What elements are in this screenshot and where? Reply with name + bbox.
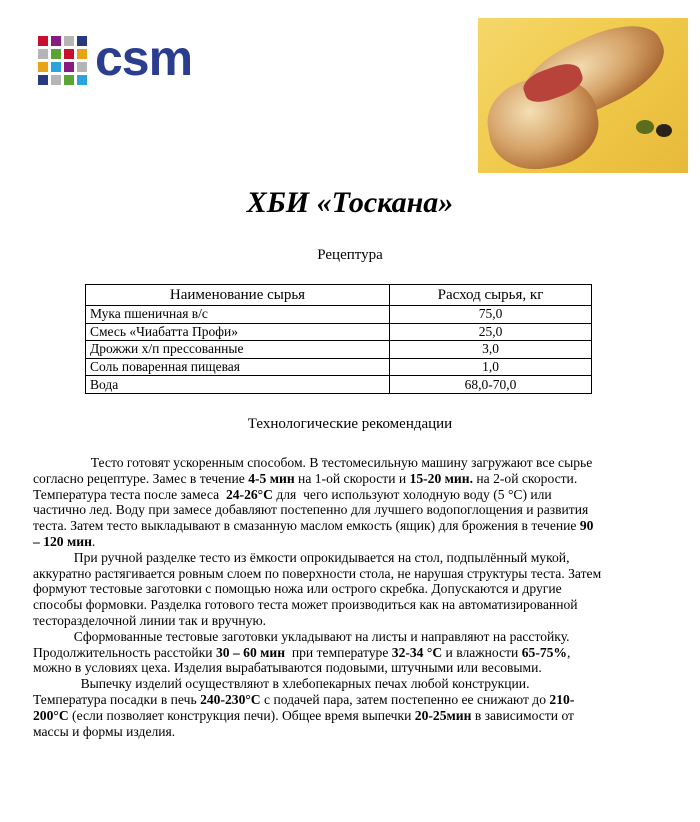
olive [656,124,672,137]
ingredient-amount: 1,0 [390,358,592,376]
text: При ручной разделке тесто из ёмкости опрокидывается на стол, подпылённый мукой, [33,549,570,565]
table-row [86,323,592,341]
ingredient-amount: 3,0 [390,341,592,359]
ingredient-name: Соль поваренная пищевая [86,358,390,376]
text: (если позволяет конструкция печи). Общее время выпечки [68,707,415,723]
logo-tile [51,75,61,85]
text: массы и формы изделия. [33,723,176,739]
logo-tile [51,49,61,59]
text-line [33,645,683,661]
text: Тесто готовят ускоренным способом. В тестомесильную машину загружают все сырье [33,455,593,470]
bold-text: 15-20 мин. [409,470,473,486]
text: теста. Затем тесто выкладывают в смазанную маслом емкость (ящик) для брожения в течение [33,518,580,534]
ingredient-name: Мука пшеничная в/с [86,306,390,324]
logo-tile [77,36,87,46]
logo-tile [51,62,61,72]
text-line [33,566,683,582]
text: Температура посадки в печь [33,691,201,707]
olive [636,120,654,134]
text: тесторазделочной линии так и вручную. [33,612,267,628]
table-row [86,306,592,324]
text: с подачей пара, затем постепенно ее снижают до [260,691,550,707]
text: Продолжительность расстойки [33,644,216,660]
text-line [33,487,683,503]
text-line [33,692,683,708]
text-line [33,518,683,534]
text-line [33,471,683,487]
ingredient-amount: 68,0-70,0 [390,376,592,394]
logo-text: csm [95,29,193,86]
table-row [86,376,592,394]
text: , [567,644,571,660]
text: в зависимости от [471,707,575,723]
logo-tile [51,36,61,46]
page-title: ХБИ «Тоскана» [246,186,454,219]
bold-text: 24-26°С [225,486,273,502]
text: Сформованные тестовые заготовки укладывают на листы и направляют на расстойку. [33,628,570,644]
text-line [33,629,683,645]
text: частично лед. Воду при замесе добавляют постепенно для лучшего водопоглощения и развития [33,502,589,518]
text: аккуратно растягивается ровным слоем по поверхности стола, не нарушая структуры теста. Затем [33,565,602,581]
bold-text: 30 – 60 мин [215,644,286,660]
bread-photo [478,18,688,173]
csm-logo [38,29,193,86]
text-line [33,502,683,518]
text-line [33,455,683,471]
text-line [33,613,683,629]
logo-tile [38,62,48,72]
text: на 2-ой скорости. [473,470,578,486]
ingredient-amount: 25,0 [390,323,592,341]
ingredient-name: Смесь «Чиабатта Профи» [86,323,390,341]
recipe-heading: Рецептура [317,247,383,263]
text-line [33,660,683,676]
text: для чего используют холодную воду (5 °С) или [272,486,552,502]
ingredient-name: Вода [86,376,390,394]
logo-tile [64,49,74,59]
text-line [33,550,683,566]
text: формуют тестовые заготовки с помощью ножа или острого скребка. Допускаются и другие [33,581,562,597]
text: Выпечку изделий осуществляют в хлебопекарных печах любой конструкции. [33,676,530,692]
text-line [33,581,683,597]
logo-tile [77,62,87,72]
text: и влажности [442,644,522,660]
text: Температура теста после замеса [33,486,226,502]
text: при температуре [285,644,392,660]
ingredients-table [85,284,592,394]
text: можно в условиях цеха. Изделия вырабатываются подовыми, штучными или весовыми. [33,660,542,676]
ingredient-name: Дрожжи х/п прессованные [86,341,390,359]
text: способы формовки. Разделка готового теста может производиться как на автоматизированной [33,597,578,613]
bold-text: – 120 мин [33,533,92,549]
header-amount: Расход сырья, кг [390,285,592,306]
logo-tile [77,75,87,85]
logo-tile [38,49,48,59]
text-line [33,676,683,692]
text: . [91,533,96,549]
logo-tile [64,62,74,72]
text-line [33,724,683,740]
bold-text: 65-75% [521,644,568,660]
table-header-row [86,285,592,306]
bold-text: 20-25мин [414,707,472,723]
bold-text: 4-5 мин [248,470,295,486]
bold-text: 240-230°С [200,691,261,707]
text-line [33,534,683,550]
bold-text: 210- [549,691,575,707]
logo-tile [38,75,48,85]
logo-tile [64,36,74,46]
table-row [86,341,592,359]
header-ingredient: Наименование сырья [86,285,390,306]
logo-tile [77,49,87,59]
text-line [33,597,683,613]
logo-tile-grid [38,36,87,85]
recommendations-text [33,455,683,739]
bold-text: 200°С [33,707,69,723]
bold-text: 90 [579,518,594,534]
text-line [33,708,683,724]
bold-text: 32-34 °С [391,644,443,660]
text: согласно рецептуре. Замес в течение [33,470,249,486]
logo-tile [64,75,74,85]
table-row [86,358,592,376]
ingredient-amount: 75,0 [390,306,592,324]
logo-tile [38,36,48,46]
text: на 1-ой скорости и [294,470,410,486]
tech-heading: Технологические рекомендации [247,416,453,432]
